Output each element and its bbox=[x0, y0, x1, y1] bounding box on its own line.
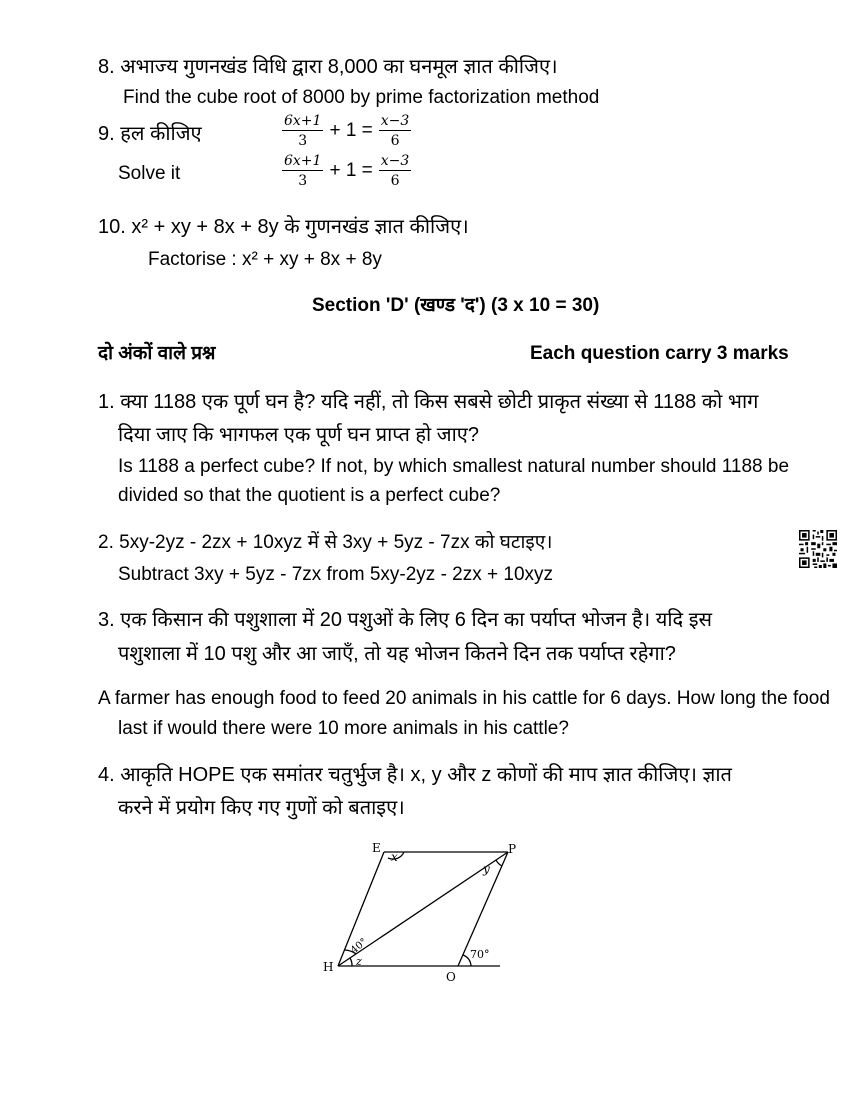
q9-equation-1 bbox=[280, 113, 413, 149]
fraction-numerator: 6x+1 bbox=[282, 113, 323, 131]
q10-hindi: 10. x² + xy + 8x + 8y के गुणनखंड ज्ञात कीजिए। bbox=[98, 216, 469, 238]
section-right-note: Each question carry 3 marks bbox=[530, 343, 789, 364]
angle-z-label: z bbox=[356, 955, 362, 968]
fraction-lhs bbox=[282, 113, 323, 149]
section-left-note: दो अंकों वाले प्रश्न bbox=[98, 343, 216, 364]
fraction-rhs bbox=[379, 113, 412, 149]
q8-english: Find the cube root of 8000 by prime factorization method bbox=[123, 87, 600, 108]
fraction-numerator: 6x+1 bbox=[282, 153, 323, 171]
d4-hindi-line-1: 4. आकृति HOPE एक समांतर चतुर्भुज है। x, y और z कोणों की माप ज्ञात कीजिए। ज्ञात bbox=[98, 764, 732, 786]
angle-40-label: 40° bbox=[348, 936, 370, 957]
parallelogram-hope-figure bbox=[318, 838, 518, 983]
label-p: P bbox=[508, 842, 517, 856]
qr-code-icon bbox=[799, 530, 837, 568]
arc-angle-z bbox=[350, 958, 352, 966]
q9-hindi-label: 9. हल कीजिए bbox=[98, 123, 202, 145]
angle-y-label: y bbox=[483, 862, 490, 876]
label-o: O bbox=[446, 970, 456, 983]
angle-x-label: x bbox=[391, 850, 398, 864]
q9-equation-2 bbox=[280, 153, 413, 189]
section-heading: Section 'D' (खण्ड 'द') (3 x 10 = 30) bbox=[312, 295, 600, 316]
fraction-numerator: x−3 bbox=[379, 153, 412, 171]
d4-hindi-line-2: करने में प्रयोग किए गए गुणों को बताइए। bbox=[118, 797, 405, 819]
d3-english-line-1: A farmer has enough food to feed 20 animals in his cattle for 6 days. How long the food bbox=[98, 688, 830, 709]
d1-hindi-line-1: 1. क्या 1188 एक पूर्ण घन है? यदि नहीं, तो किस सबसे छोटी प्राकृत संख्या से 1188 को भाग bbox=[98, 391, 759, 413]
fraction-denominator: 6 bbox=[390, 133, 400, 150]
d3-hindi-line-1: 3. एक किसान की पशुशाला में 20 पशुओं के लिए 6 दिन का पर्याप्त भोजन है। यदि इस bbox=[98, 609, 713, 631]
fraction-numerator: x−3 bbox=[379, 113, 412, 131]
equation-operator: + 1 = bbox=[329, 160, 373, 182]
d1-hindi-line-2: दिया जाए कि भागफल एक पूर्ण घन प्राप्त हो जाए? bbox=[118, 424, 479, 446]
label-e: E bbox=[372, 841, 381, 855]
label-h: H bbox=[323, 960, 334, 974]
q10-english: Factorise : x² + xy + 8x + 8y bbox=[148, 249, 382, 270]
d2-hindi: 2. 5xy-2yz - 2zx + 10xyz में से 3xy + 5yz - 7zx को घटाइए। bbox=[98, 532, 553, 553]
d3-hindi-line-2: पशुशाला में 10 पशु और आ जाएँ, तो यह भोजन कितने दिन तक पर्याप्त रहेगा? bbox=[118, 643, 676, 665]
fraction-lhs bbox=[282, 153, 323, 189]
equation-operator: + 1 = bbox=[329, 120, 373, 142]
fraction-denominator: 3 bbox=[298, 173, 308, 190]
q9-english-label: Solve it bbox=[118, 163, 181, 184]
d2-english: Subtract 3xy + 5yz - 7zx from 5xy-2yz - 2zx + 10xyz bbox=[118, 564, 554, 585]
d3-english-line-2: last if would there were 10 more animals in his cattle? bbox=[118, 718, 569, 739]
fraction-rhs bbox=[379, 153, 412, 189]
angle-70-label: 70° bbox=[470, 948, 490, 961]
fraction-denominator: 3 bbox=[298, 133, 308, 150]
d1-english-line-2: divided so that the quotient is a perfect cube? bbox=[118, 485, 501, 506]
d1-english-line-1: Is 1188 a perfect cube? If not, by which smallest natural number should 1188 be bbox=[118, 456, 790, 477]
fraction-denominator: 6 bbox=[390, 173, 400, 190]
q8-hindi: 8. अभाज्य गुणनखंड विधि द्वारा 8,000 का घनमूल ज्ञात कीजिए। bbox=[98, 56, 558, 78]
arc-angle-y bbox=[496, 860, 502, 866]
